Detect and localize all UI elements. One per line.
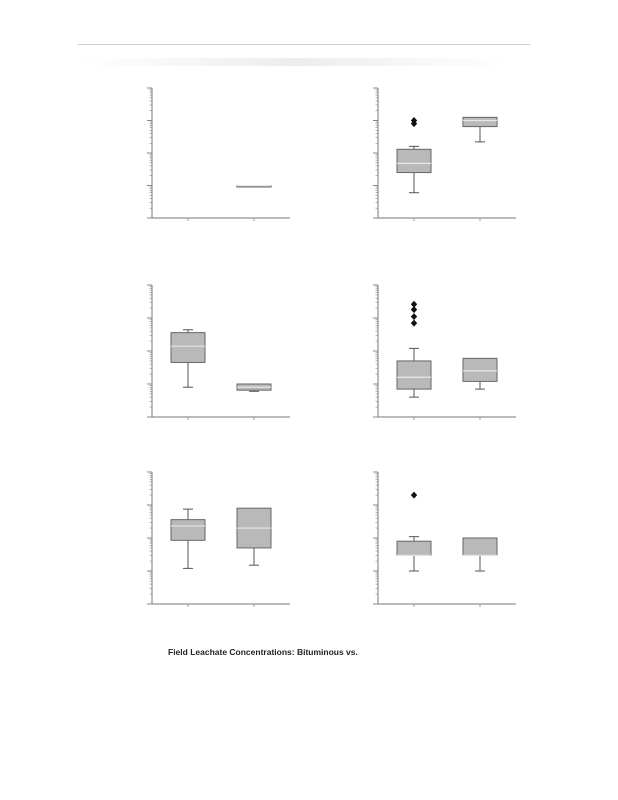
figure-caption: Field Leachate Concentrations: Bituminous vs. <box>168 647 358 657</box>
outlier-point <box>411 320 417 327</box>
outlier-point <box>411 313 417 320</box>
box-plot-4 <box>373 285 516 420</box>
iqr-box <box>397 361 431 389</box>
box-plot-5 <box>147 472 290 607</box>
iqr-box <box>397 149 431 172</box>
outlier-point <box>411 301 417 308</box>
outlier-point <box>411 492 417 499</box>
iqr-box <box>171 520 205 541</box>
iqr-box <box>463 358 497 381</box>
iqr-box <box>171 333 205 363</box>
iqr-box <box>463 117 497 126</box>
box-plot-1 <box>147 88 290 221</box>
iqr-box <box>397 541 431 555</box>
box-plot-2 <box>373 88 516 221</box>
box-plot-3 <box>147 285 290 420</box>
iqr-box <box>463 538 497 555</box>
box-plot-6 <box>373 472 516 607</box>
